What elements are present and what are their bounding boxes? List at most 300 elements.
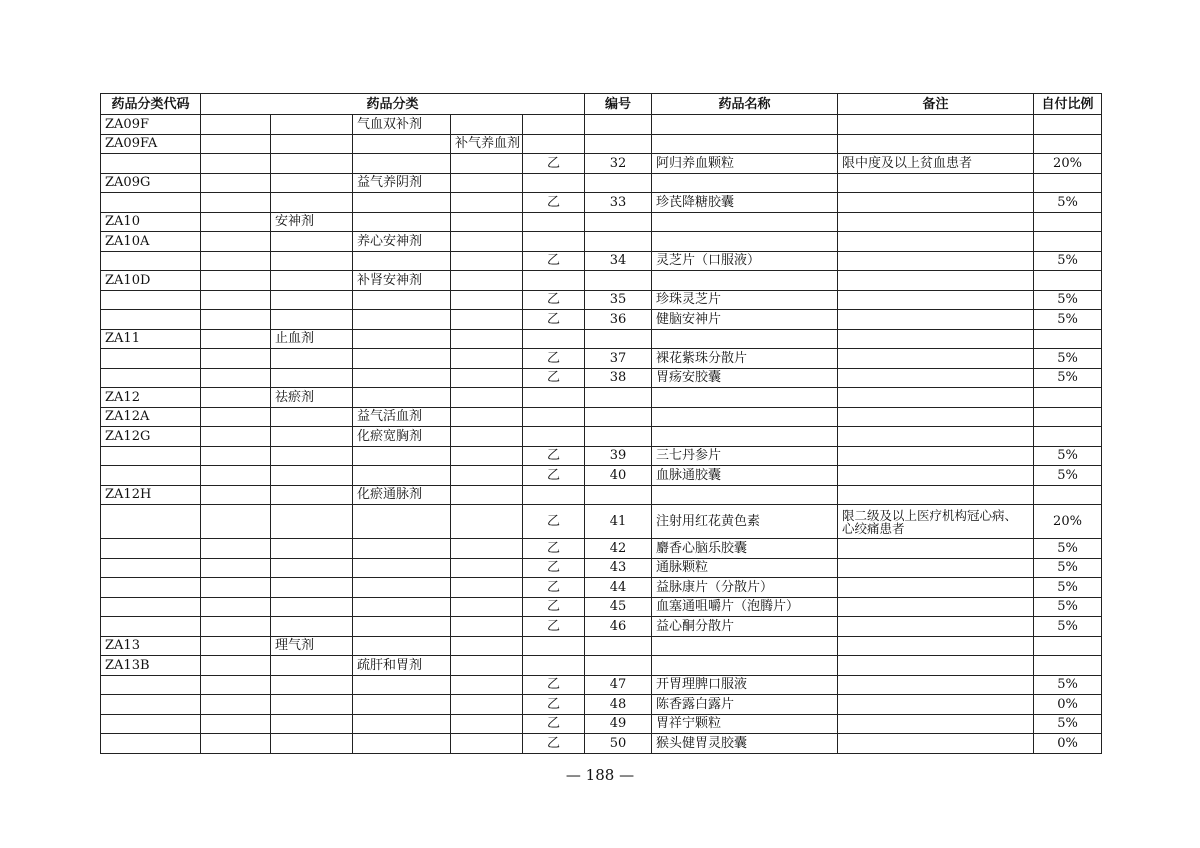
drug-name-cell xyxy=(652,115,838,135)
category-level3-cell xyxy=(451,539,523,559)
category-code-cell xyxy=(101,290,201,310)
category-level0-cell xyxy=(201,714,271,734)
table-row xyxy=(101,558,1102,578)
drug-number-cell xyxy=(585,329,652,349)
drug-number-cell: 33 xyxy=(585,193,652,213)
remark-cell xyxy=(838,134,1034,154)
drug-number-cell xyxy=(585,134,652,154)
category-level0-cell xyxy=(201,310,271,330)
table-row xyxy=(101,636,1102,656)
category-level1-cell xyxy=(271,505,353,539)
category-level0-cell xyxy=(201,636,271,656)
self-pay-ratio-cell: 5% xyxy=(1034,349,1102,369)
drug-grade-cell xyxy=(523,485,585,505)
remark-cell xyxy=(838,578,1034,598)
category-level2-cell: 补肾安神剂 xyxy=(353,271,451,291)
category-level0-cell xyxy=(201,212,271,232)
remark-cell xyxy=(838,734,1034,754)
remark-cell xyxy=(838,714,1034,734)
drug-grade-cell xyxy=(523,636,585,656)
self-pay-ratio-cell: 5% xyxy=(1034,251,1102,271)
drug-grade-cell xyxy=(523,656,585,676)
drug-grade-cell: 乙 xyxy=(523,310,585,330)
drug-number-cell xyxy=(585,232,652,252)
drug-catalog-table xyxy=(100,93,1102,754)
table-row xyxy=(101,368,1102,388)
table-row xyxy=(101,466,1102,486)
category-level0-cell xyxy=(201,115,271,135)
drug-grade-cell: 乙 xyxy=(523,446,585,466)
category-code-cell xyxy=(101,617,201,637)
category-level2-cell xyxy=(353,675,451,695)
self-pay-ratio-cell xyxy=(1034,427,1102,447)
category-level2-cell xyxy=(353,714,451,734)
category-level0-cell xyxy=(201,349,271,369)
category-level2-cell xyxy=(353,734,451,754)
drug-name-cell: 开胃理脾口服液 xyxy=(652,675,838,695)
category-level2-cell xyxy=(353,134,451,154)
category-code-cell: ZA10D xyxy=(101,271,201,291)
category-level0-cell xyxy=(201,578,271,598)
category-code-cell xyxy=(101,597,201,617)
table-row xyxy=(101,154,1102,174)
remark-cell xyxy=(838,407,1034,427)
category-level0-cell xyxy=(201,407,271,427)
self-pay-ratio-cell: 5% xyxy=(1034,539,1102,559)
table-row xyxy=(101,446,1102,466)
category-level3-cell xyxy=(451,597,523,617)
category-level2-cell xyxy=(353,290,451,310)
remark-cell xyxy=(838,675,1034,695)
category-level1-cell xyxy=(271,115,353,135)
drug-number-cell: 43 xyxy=(585,558,652,578)
drug-number-cell xyxy=(585,636,652,656)
category-level2-cell xyxy=(353,539,451,559)
drug-grade-cell xyxy=(523,115,585,135)
self-pay-ratio-cell: 5% xyxy=(1034,558,1102,578)
remark-cell xyxy=(838,193,1034,213)
remark-cell xyxy=(838,656,1034,676)
category-level3-cell xyxy=(451,636,523,656)
self-pay-ratio-cell: 5% xyxy=(1034,446,1102,466)
table-row xyxy=(101,349,1102,369)
drug-name-cell: 益心酮分散片 xyxy=(652,617,838,637)
remark-cell xyxy=(838,539,1034,559)
category-level1-cell xyxy=(271,310,353,330)
table-row xyxy=(101,310,1102,330)
category-level2-cell xyxy=(353,505,451,539)
category-level1-cell xyxy=(271,578,353,598)
category-code-cell xyxy=(101,558,201,578)
category-level3-cell xyxy=(451,232,523,252)
category-level1-cell xyxy=(271,407,353,427)
category-level1-cell xyxy=(271,349,353,369)
category-level3-cell xyxy=(451,115,523,135)
category-code-cell xyxy=(101,154,201,174)
category-level2-cell xyxy=(353,251,451,271)
table-row xyxy=(101,617,1102,637)
header-number: 编号 xyxy=(585,94,652,115)
category-level2-cell xyxy=(353,349,451,369)
category-code-cell xyxy=(101,193,201,213)
category-code-cell: ZA12H xyxy=(101,485,201,505)
category-level3-cell xyxy=(451,349,523,369)
category-level1-cell xyxy=(271,675,353,695)
category-level1-cell xyxy=(271,193,353,213)
drug-name-cell xyxy=(652,485,838,505)
drug-name-cell: 胃祥宁颗粒 xyxy=(652,714,838,734)
category-level0-cell xyxy=(201,485,271,505)
drug-number-cell xyxy=(585,388,652,408)
category-level1-cell: 止血剂 xyxy=(271,329,353,349)
category-level1-cell xyxy=(271,134,353,154)
self-pay-ratio-cell: 5% xyxy=(1034,617,1102,637)
drug-name-cell xyxy=(652,636,838,656)
header-code: 药品分类代码 xyxy=(101,94,201,115)
self-pay-ratio-cell: 5% xyxy=(1034,675,1102,695)
category-level1-cell xyxy=(271,695,353,715)
category-level2-cell xyxy=(353,368,451,388)
drug-name-cell xyxy=(652,427,838,447)
category-level1-cell xyxy=(271,368,353,388)
table-row xyxy=(101,597,1102,617)
remark-cell xyxy=(838,349,1034,369)
remark-cell xyxy=(838,251,1034,271)
category-level2-cell xyxy=(353,446,451,466)
category-level3-cell xyxy=(451,427,523,447)
self-pay-ratio-cell xyxy=(1034,115,1102,135)
self-pay-ratio-cell: 0% xyxy=(1034,734,1102,754)
drug-name-cell: 陈香露白露片 xyxy=(652,695,838,715)
table-row xyxy=(101,173,1102,193)
category-level0-cell xyxy=(201,558,271,578)
category-level3-cell xyxy=(451,173,523,193)
category-level3-cell xyxy=(451,251,523,271)
category-level0-cell xyxy=(201,232,271,252)
remark-cell xyxy=(838,115,1034,135)
drug-name-cell: 灵芝片（口服液） xyxy=(652,251,838,271)
category-level3-cell xyxy=(451,675,523,695)
category-level1-cell xyxy=(271,232,353,252)
drug-grade-cell: 乙 xyxy=(523,290,585,310)
category-level3-cell xyxy=(451,154,523,174)
self-pay-ratio-cell xyxy=(1034,212,1102,232)
category-level2-cell xyxy=(353,193,451,213)
category-level3-cell xyxy=(451,388,523,408)
self-pay-ratio-cell xyxy=(1034,636,1102,656)
remark-cell xyxy=(838,617,1034,637)
category-level3-cell xyxy=(451,446,523,466)
category-level1-cell xyxy=(271,173,353,193)
category-level3-cell xyxy=(451,407,523,427)
drug-number-cell: 49 xyxy=(585,714,652,734)
self-pay-ratio-cell: 5% xyxy=(1034,310,1102,330)
category-code-cell: ZA12 xyxy=(101,388,201,408)
drug-grade-cell xyxy=(523,212,585,232)
table-row xyxy=(101,407,1102,427)
category-level0-cell xyxy=(201,656,271,676)
category-level2-cell xyxy=(353,310,451,330)
table-row xyxy=(101,212,1102,232)
drug-name-cell xyxy=(652,173,838,193)
table-row xyxy=(101,290,1102,310)
drug-number-cell: 36 xyxy=(585,310,652,330)
drug-number-cell: 44 xyxy=(585,578,652,598)
category-code-cell: ZA09F xyxy=(101,115,201,135)
category-level3-cell xyxy=(451,617,523,637)
category-code-cell: ZA10A xyxy=(101,232,201,252)
self-pay-ratio-cell xyxy=(1034,329,1102,349)
category-level2-cell: 益气养阴剂 xyxy=(353,173,451,193)
table-row xyxy=(101,427,1102,447)
drug-name-cell xyxy=(652,232,838,252)
remark-cell xyxy=(838,466,1034,486)
drug-grade-cell: 乙 xyxy=(523,617,585,637)
category-code-cell: ZA13 xyxy=(101,636,201,656)
drug-name-cell: 健脑安神片 xyxy=(652,310,838,330)
category-level1-cell xyxy=(271,617,353,637)
drug-grade-cell xyxy=(523,134,585,154)
category-code-cell xyxy=(101,734,201,754)
remark-cell xyxy=(838,388,1034,408)
drug-grade-cell: 乙 xyxy=(523,675,585,695)
remark-cell xyxy=(838,271,1034,291)
category-code-cell xyxy=(101,539,201,559)
category-level1-cell xyxy=(271,446,353,466)
category-level0-cell xyxy=(201,617,271,637)
drug-grade-cell: 乙 xyxy=(523,505,585,539)
category-level0-cell xyxy=(201,505,271,539)
category-code-cell xyxy=(101,695,201,715)
category-code-cell: ZA12G xyxy=(101,427,201,447)
category-level2-cell xyxy=(353,695,451,715)
drug-name-cell xyxy=(652,271,838,291)
remark-cell xyxy=(838,310,1034,330)
table-row xyxy=(101,115,1102,135)
table-row xyxy=(101,329,1102,349)
category-level1-cell xyxy=(271,466,353,486)
category-level1-cell xyxy=(271,154,353,174)
category-level3-cell xyxy=(451,578,523,598)
remark-cell xyxy=(838,232,1034,252)
self-pay-ratio-cell: 20% xyxy=(1034,154,1102,174)
category-level2-cell xyxy=(353,466,451,486)
drug-grade-cell: 乙 xyxy=(523,349,585,369)
drug-number-cell: 50 xyxy=(585,734,652,754)
remark-cell xyxy=(838,597,1034,617)
drug-number-cell: 48 xyxy=(585,695,652,715)
category-level2-cell xyxy=(353,597,451,617)
self-pay-ratio-cell: 5% xyxy=(1034,578,1102,598)
drug-number-cell: 45 xyxy=(585,597,652,617)
drug-number-cell xyxy=(585,407,652,427)
self-pay-ratio-cell xyxy=(1034,656,1102,676)
category-level0-cell xyxy=(201,329,271,349)
self-pay-ratio-cell xyxy=(1034,232,1102,252)
drug-number-cell xyxy=(585,271,652,291)
table-row xyxy=(101,134,1102,154)
drug-name-cell: 珍珠灵芝片 xyxy=(652,290,838,310)
table-header-row xyxy=(101,94,1102,115)
category-level1-cell: 安神剂 xyxy=(271,212,353,232)
drug-name-cell: 阿归养血颗粒 xyxy=(652,154,838,174)
drug-number-cell: 34 xyxy=(585,251,652,271)
drug-grade-cell: 乙 xyxy=(523,539,585,559)
self-pay-ratio-cell: 0% xyxy=(1034,695,1102,715)
header-remark: 备注 xyxy=(838,94,1034,115)
category-level3-cell xyxy=(451,558,523,578)
drug-name-cell: 血脉通胶囊 xyxy=(652,466,838,486)
category-level1-cell: 祛瘀剂 xyxy=(271,388,353,408)
drug-grade-cell: 乙 xyxy=(523,154,585,174)
drug-name-cell: 胃疡安胶囊 xyxy=(652,368,838,388)
category-level0-cell xyxy=(201,427,271,447)
table-row xyxy=(101,388,1102,408)
drug-number-cell: 41 xyxy=(585,505,652,539)
drug-name-cell: 猴头健胃灵胶囊 xyxy=(652,734,838,754)
category-code-cell: ZA12A xyxy=(101,407,201,427)
drug-name-cell xyxy=(652,388,838,408)
category-level0-cell xyxy=(201,466,271,486)
category-level2-cell xyxy=(353,617,451,637)
drug-name-cell xyxy=(652,407,838,427)
drug-number-cell: 40 xyxy=(585,466,652,486)
drug-grade-cell xyxy=(523,388,585,408)
category-level3-cell xyxy=(451,714,523,734)
drug-number-cell: 35 xyxy=(585,290,652,310)
category-level3-cell: 补气养血剂 xyxy=(451,134,523,154)
table-row xyxy=(101,485,1102,505)
remark-cell xyxy=(838,558,1034,578)
table-row xyxy=(101,271,1102,291)
category-code-cell xyxy=(101,578,201,598)
self-pay-ratio-cell: 5% xyxy=(1034,368,1102,388)
category-level2-cell xyxy=(353,578,451,598)
drug-number-cell: 37 xyxy=(585,349,652,369)
table-row xyxy=(101,656,1102,676)
table-body xyxy=(101,115,1102,754)
remark-cell xyxy=(838,636,1034,656)
drug-name-cell: 三七丹参片 xyxy=(652,446,838,466)
drug-name-cell xyxy=(652,329,838,349)
remark-cell: 限二级及以上医疗机构冠心病、心绞痛患者 xyxy=(838,505,1034,539)
category-level1-cell xyxy=(271,558,353,578)
category-level0-cell xyxy=(201,675,271,695)
self-pay-ratio-cell: 5% xyxy=(1034,193,1102,213)
header-self-pay-ratio: 自付比例 xyxy=(1034,94,1102,115)
category-code-cell: ZA09FA xyxy=(101,134,201,154)
drug-name-cell xyxy=(652,656,838,676)
self-pay-ratio-cell xyxy=(1034,407,1102,427)
category-level3-cell xyxy=(451,329,523,349)
category-level0-cell xyxy=(201,271,271,291)
remark-cell xyxy=(838,485,1034,505)
drug-grade-cell: 乙 xyxy=(523,193,585,213)
category-code-cell xyxy=(101,251,201,271)
category-level3-cell xyxy=(451,212,523,232)
remark-cell: 限中度及以上贫血患者 xyxy=(838,154,1034,174)
drug-grade-cell: 乙 xyxy=(523,734,585,754)
page-number: — 188 — xyxy=(565,766,635,784)
category-level1-cell xyxy=(271,656,353,676)
remark-cell xyxy=(838,368,1034,388)
category-level1-cell xyxy=(271,427,353,447)
category-level2-cell: 化瘀通脉剂 xyxy=(353,485,451,505)
category-level2-cell xyxy=(353,388,451,408)
category-level1-cell xyxy=(271,290,353,310)
drug-name-cell: 珍芪降糖胶囊 xyxy=(652,193,838,213)
category-level3-cell xyxy=(451,193,523,213)
category-level3-cell xyxy=(451,310,523,330)
drug-name-cell xyxy=(652,134,838,154)
drug-number-cell xyxy=(585,427,652,447)
table-row xyxy=(101,695,1102,715)
drug-grade-cell: 乙 xyxy=(523,368,585,388)
table-row xyxy=(101,505,1102,539)
self-pay-ratio-cell: 20% xyxy=(1034,505,1102,539)
category-level1-cell xyxy=(271,485,353,505)
drug-grade-cell: 乙 xyxy=(523,466,585,486)
self-pay-ratio-cell: 5% xyxy=(1034,290,1102,310)
category-level0-cell xyxy=(201,734,271,754)
category-code-cell: ZA09G xyxy=(101,173,201,193)
self-pay-ratio-cell xyxy=(1034,271,1102,291)
category-level2-cell: 气血双补剂 xyxy=(353,115,451,135)
drug-number-cell: 32 xyxy=(585,154,652,174)
drug-grade-cell: 乙 xyxy=(523,558,585,578)
category-code-cell: ZA11 xyxy=(101,329,201,349)
drug-number-cell xyxy=(585,212,652,232)
self-pay-ratio-cell: 5% xyxy=(1034,714,1102,734)
category-code-cell xyxy=(101,505,201,539)
category-level1-cell: 理气剂 xyxy=(271,636,353,656)
remark-cell xyxy=(838,446,1034,466)
self-pay-ratio-cell: 5% xyxy=(1034,597,1102,617)
drug-name-cell: 血塞通咀嚼片（泡腾片） xyxy=(652,597,838,617)
table-row xyxy=(101,675,1102,695)
drug-grade-cell xyxy=(523,427,585,447)
table-row xyxy=(101,232,1102,252)
category-level1-cell xyxy=(271,271,353,291)
category-level1-cell xyxy=(271,597,353,617)
remark-cell xyxy=(838,329,1034,349)
category-level3-cell xyxy=(451,271,523,291)
category-level0-cell xyxy=(201,251,271,271)
category-level1-cell xyxy=(271,251,353,271)
category-level2-cell: 化瘀宽胸剂 xyxy=(353,427,451,447)
drug-number-cell: 47 xyxy=(585,675,652,695)
drug-number-cell xyxy=(585,173,652,193)
drug-name-cell: 通脉颗粒 xyxy=(652,558,838,578)
remark-cell xyxy=(838,212,1034,232)
table-row xyxy=(101,193,1102,213)
category-level3-cell xyxy=(451,368,523,388)
drug-name-cell: 注射用红花黄色素 xyxy=(652,505,838,539)
category-code-cell xyxy=(101,349,201,369)
category-level3-cell xyxy=(451,695,523,715)
drug-grade-cell xyxy=(523,173,585,193)
category-code-cell: ZA13B xyxy=(101,656,201,676)
category-level0-cell xyxy=(201,446,271,466)
drug-number-cell: 46 xyxy=(585,617,652,637)
category-level0-cell xyxy=(201,368,271,388)
drug-number-cell xyxy=(585,485,652,505)
category-level0-cell xyxy=(201,388,271,408)
category-code-cell xyxy=(101,310,201,330)
drug-name-cell: 裸花紫珠分散片 xyxy=(652,349,838,369)
category-code-cell xyxy=(101,466,201,486)
category-level2-cell: 益气活血剂 xyxy=(353,407,451,427)
